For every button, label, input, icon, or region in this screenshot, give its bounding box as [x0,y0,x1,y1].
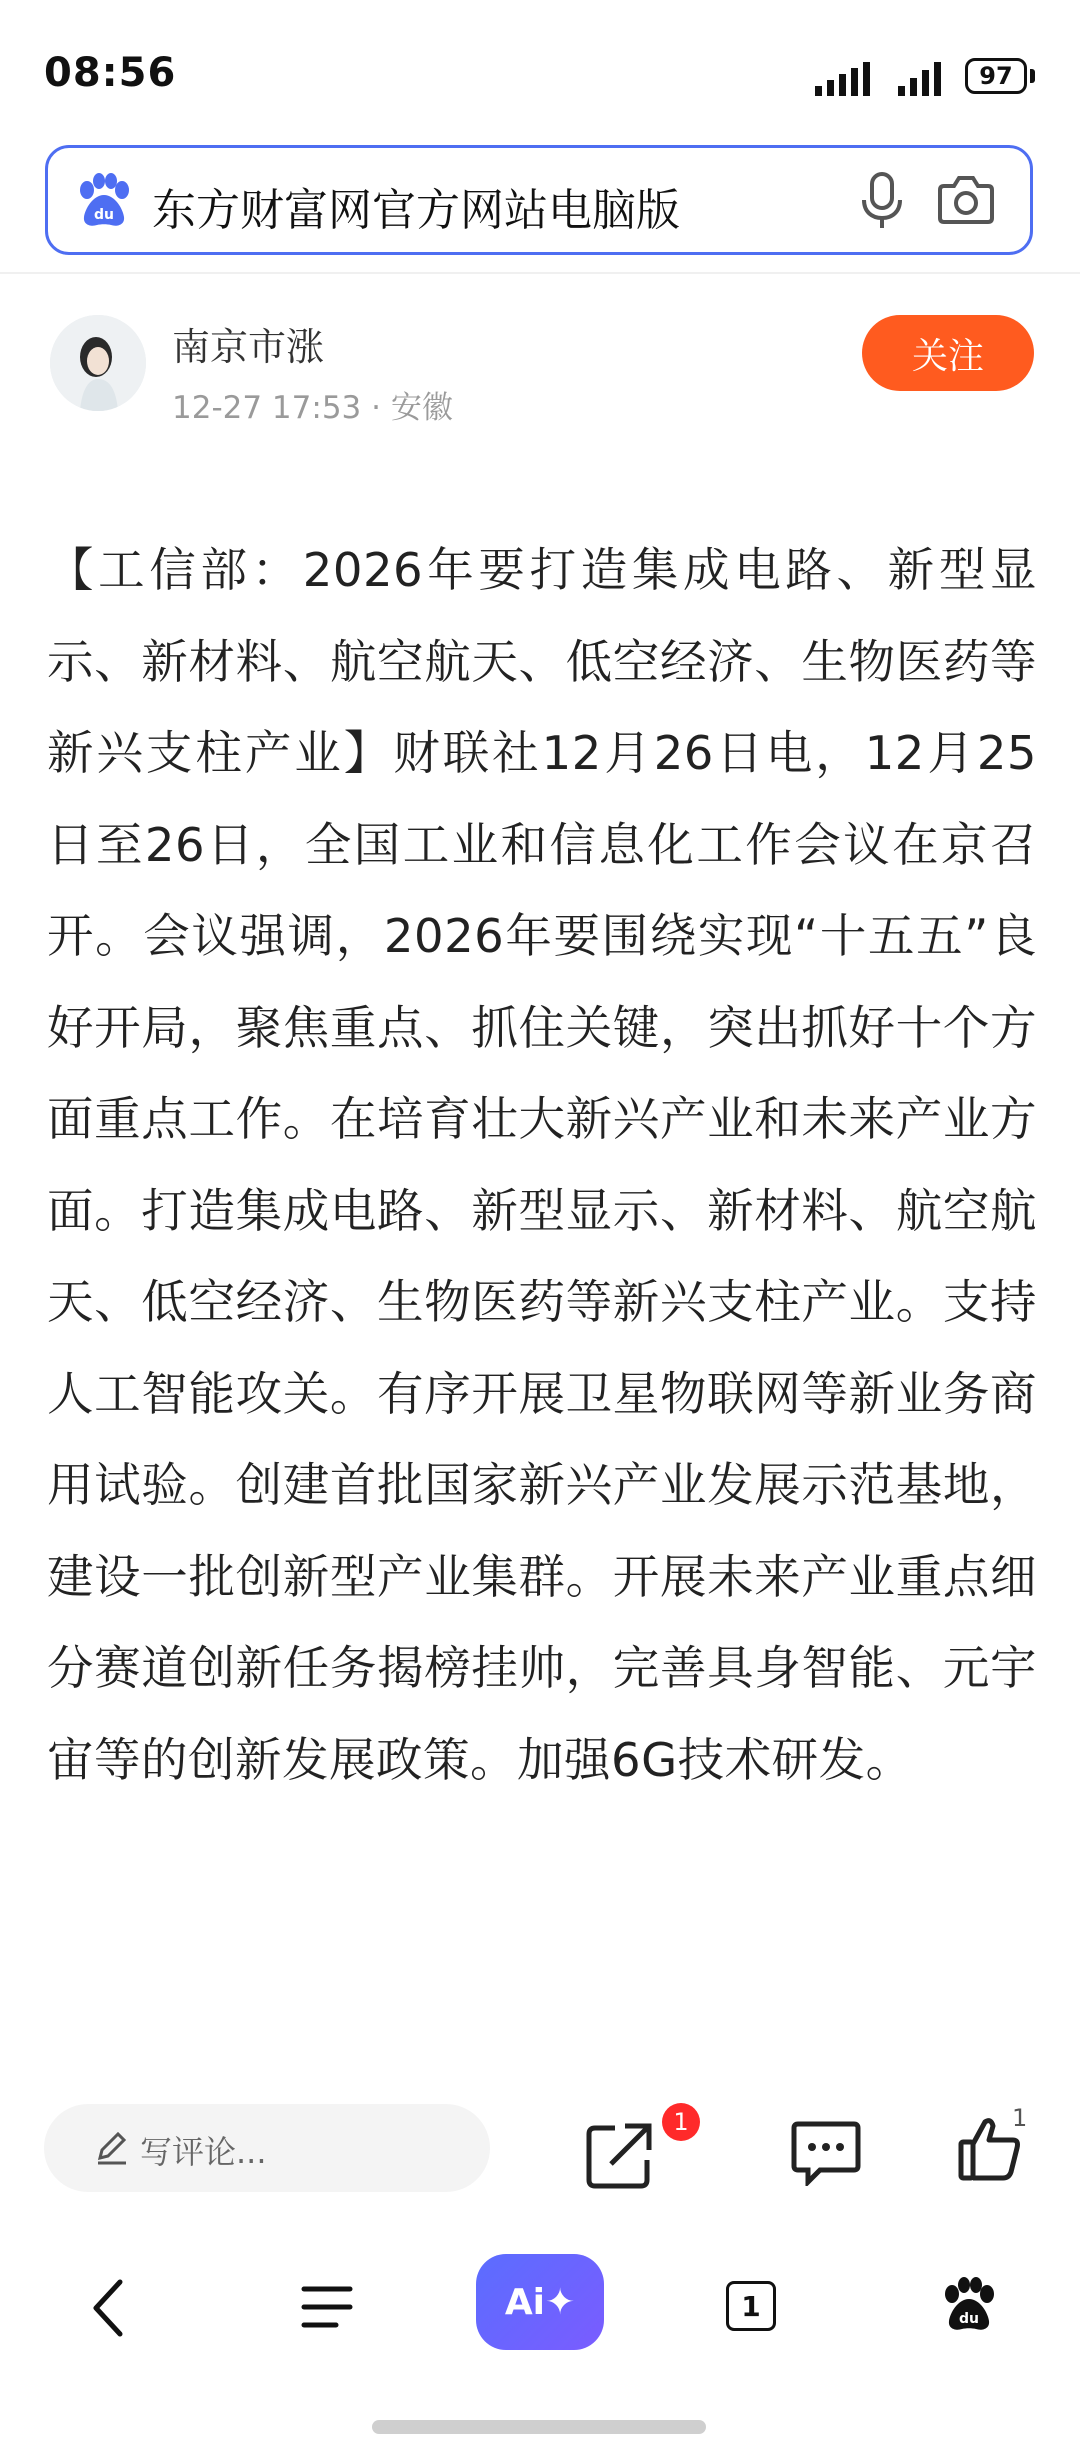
article-body: 【工信部：2026年要打造集成电路、新型显示、新材料、航空航天、低空经济、生物医药等新兴支柱产业】财联社12月26日电，12月25日至26日，全国工业和信息化工作会议在京召开。会议强调，2026年要围绕实现“十五五”良好开局，聚焦重点、抓住关键，突出抓好十个方面重点工作。在培育壮大新兴产业和未来产业方面。打造集成电路、新型显示、新材料、航空航天、低空经济、生物医药等新兴支柱产业。支持人工智能攻关。有序开展卫星物联网等新业务商用试验。创建首批国家新兴产业发展示范基地，建设一批创新型产业集群。开展未来产业重点细分赛道创新任务揭榜挂帅，完善具身智能、元宇宙等的创新发展政策。加强6G技术研发。 [47,543,1037,1787]
avatar[interactable] [50,315,146,411]
signal-strength-icon [815,60,887,96]
search-query-text[interactable]: 东方财富网官方网站电脑版 [152,185,680,236]
baidu-paw-icon [75,173,133,229]
back-icon[interactable] [90,2278,126,2338]
battery-indicator: 97 [965,58,1027,94]
signal-strength-icon-2 [898,60,958,96]
ai-assistant-button[interactable]: Ai✦ [476,2254,604,2350]
pencil-icon [94,2130,130,2166]
baidu-home-icon[interactable] [940,2277,998,2333]
tabs-count-icon[interactable]: 1 [726,2281,776,2331]
share-badge: 1 [662,2103,700,2141]
home-indicator[interactable] [372,2420,706,2434]
post-location: · 安徽 [371,390,453,426]
svg-text:du: du [94,207,114,223]
svg-text:du: du [959,2311,979,2327]
like-count: 1 [1012,2104,1028,2132]
post-meta [172,382,453,427]
divider [0,272,1080,274]
microphone-icon[interactable] [860,172,904,230]
menu-icon[interactable] [300,2283,354,2331]
author-name[interactable]: 南京市涨 [172,325,325,369]
battery-tip [1030,69,1035,83]
share-icon[interactable] [585,2120,655,2190]
status-time: 08:56 [44,50,177,96]
camera-icon[interactable] [938,174,994,226]
comment-icon[interactable] [790,2120,862,2186]
comment-placeholder[interactable]: 写评论... [140,2133,267,2171]
post-datetime: 12-27 17:53 [172,390,362,426]
follow-button[interactable]: 关注 [862,315,1034,391]
